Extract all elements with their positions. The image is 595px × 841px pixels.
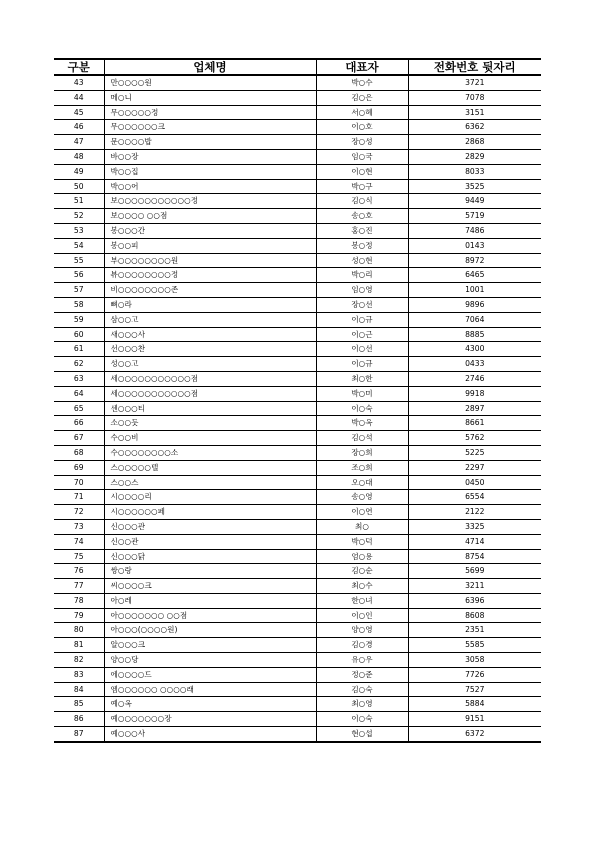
company-name: 문○○○○밥: [104, 135, 316, 150]
representative-name: 김○숙: [316, 682, 408, 697]
representative-name: 임○국: [316, 149, 408, 164]
representative-name: 김○식: [316, 194, 408, 209]
row-number: 56: [54, 268, 104, 283]
phone-suffix: 0433: [408, 357, 541, 372]
row-number: 72: [54, 505, 104, 520]
row-number: 85: [54, 697, 104, 712]
company-name: 성○○고: [104, 357, 316, 372]
row-number: 48: [54, 149, 104, 164]
row-number: 87: [54, 727, 104, 742]
row-number: 70: [54, 475, 104, 490]
representative-name: 이○선: [316, 342, 408, 357]
table-row: [54, 549, 541, 564]
table-row: [54, 164, 541, 179]
table-row: [54, 505, 541, 520]
company-name: 보○○○○ ○○점: [104, 209, 316, 224]
header-number: 구분: [54, 59, 104, 75]
table-row: [54, 179, 541, 194]
phone-suffix: 8661: [408, 416, 541, 431]
representative-name: 송○호: [316, 209, 408, 224]
row-number: 46: [54, 120, 104, 135]
row-number: 82: [54, 653, 104, 668]
representative-name: 오○대: [316, 475, 408, 490]
table-row: [54, 357, 541, 372]
company-name: 예○옥: [104, 697, 316, 712]
phone-suffix: 6554: [408, 490, 541, 505]
representative-name: 박○수: [316, 75, 408, 90]
company-name: 알○○○크: [104, 638, 316, 653]
table-row: [54, 149, 541, 164]
table-row: [54, 386, 541, 401]
representative-name: 장○희: [316, 445, 408, 460]
phone-suffix: 7078: [408, 90, 541, 105]
row-number: 64: [54, 386, 104, 401]
phone-suffix: 2897: [408, 401, 541, 416]
representative-name: 이○현: [316, 164, 408, 179]
representative-name: 김○경: [316, 638, 408, 653]
row-number: 62: [54, 357, 104, 372]
company-name: 수○○비: [104, 431, 316, 446]
representative-name: 조○희: [316, 460, 408, 475]
row-number: 52: [54, 209, 104, 224]
row-number: 60: [54, 327, 104, 342]
table-row: [54, 564, 541, 579]
company-name: 봉○○피: [104, 238, 316, 253]
representative-name: 김○석: [316, 431, 408, 446]
phone-suffix: 5585: [408, 638, 541, 653]
representative-name: 최○영: [316, 697, 408, 712]
row-number: 83: [54, 667, 104, 682]
company-name: 무○○○○○정: [104, 105, 316, 120]
table-row: [54, 90, 541, 105]
phone-suffix: 2122: [408, 505, 541, 520]
table-row: [54, 697, 541, 712]
company-name: 메○니: [104, 90, 316, 105]
company-name: 새○○○사: [104, 327, 316, 342]
row-number: 80: [54, 623, 104, 638]
phone-suffix: 7726: [408, 667, 541, 682]
company-name: 엠○○○○○○ ○○○○래: [104, 682, 316, 697]
representative-name: 이○규: [316, 312, 408, 327]
row-number: 84: [54, 682, 104, 697]
row-number: 63: [54, 371, 104, 386]
phone-suffix: 9918: [408, 386, 541, 401]
table-row: [54, 253, 541, 268]
phone-suffix: 8972: [408, 253, 541, 268]
row-number: 78: [54, 593, 104, 608]
phone-suffix: 0143: [408, 238, 541, 253]
header-row: [54, 59, 541, 75]
representative-name: 이○규: [316, 357, 408, 372]
row-number: 71: [54, 490, 104, 505]
phone-suffix: 6362: [408, 120, 541, 135]
representative-name: 양○영: [316, 623, 408, 638]
header-phone-suffix: 전화번호 뒷자리: [408, 59, 541, 75]
phone-suffix: 7486: [408, 223, 541, 238]
company-name: 양○○당: [104, 653, 316, 668]
company-name: 씨○○○○크: [104, 579, 316, 594]
table-body: [54, 75, 541, 742]
phone-suffix: 5699: [408, 564, 541, 579]
table-row: [54, 401, 541, 416]
phone-suffix: 3721: [408, 75, 541, 90]
representative-name: 이○숙: [316, 401, 408, 416]
table-row: [54, 327, 541, 342]
phone-suffix: 6372: [408, 727, 541, 742]
company-name: 시○○○○리: [104, 490, 316, 505]
company-name: 아○레: [104, 593, 316, 608]
table-row: [54, 297, 541, 312]
company-name: 센○○○티: [104, 401, 316, 416]
representative-name: 이○숙: [316, 712, 408, 727]
representative-name: 홍○진: [316, 223, 408, 238]
row-number: 45: [54, 105, 104, 120]
row-number: 61: [54, 342, 104, 357]
representative-name: 유○우: [316, 653, 408, 668]
company-name: 세○○○○○○○○○○○점: [104, 386, 316, 401]
phone-suffix: 7527: [408, 682, 541, 697]
phone-suffix: 3211: [408, 579, 541, 594]
representative-name: 장○선: [316, 297, 408, 312]
phone-suffix: 5719: [408, 209, 541, 224]
row-number: 50: [54, 179, 104, 194]
phone-suffix: 8608: [408, 608, 541, 623]
business-roster-table: [54, 58, 541, 743]
company-name: 예○○○○○○○장: [104, 712, 316, 727]
company-name: 삼○○고: [104, 312, 316, 327]
representative-name: 최○: [316, 519, 408, 534]
phone-suffix: 8033: [408, 164, 541, 179]
phone-suffix: 2868: [408, 135, 541, 150]
representative-name: 최○한: [316, 371, 408, 386]
phone-suffix: 7064: [408, 312, 541, 327]
table-row: [54, 431, 541, 446]
table-row: [54, 534, 541, 549]
table-row: [54, 312, 541, 327]
phone-suffix: 6465: [408, 268, 541, 283]
representative-name: 임○영: [316, 283, 408, 298]
company-name: 시○○○○○○페: [104, 505, 316, 520]
header-representative: 대표자: [316, 59, 408, 75]
row-number: 54: [54, 238, 104, 253]
company-name: 스○○○○○텔: [104, 460, 316, 475]
company-name: 만○○○○원: [104, 75, 316, 90]
phone-suffix: 2746: [408, 371, 541, 386]
representative-name: 현○섭: [316, 727, 408, 742]
phone-suffix: 6396: [408, 593, 541, 608]
table-row: [54, 712, 541, 727]
company-name: 아○○○○○○○ ○○점: [104, 608, 316, 623]
company-name: 뼈○라: [104, 297, 316, 312]
company-name: 신○○○닭: [104, 549, 316, 564]
row-number: 51: [54, 194, 104, 209]
company-name: 수○○○○○○○○소: [104, 445, 316, 460]
table-row: [54, 268, 541, 283]
phone-suffix: 9151: [408, 712, 541, 727]
representative-name: 박○옥: [316, 416, 408, 431]
phone-suffix: 3325: [408, 519, 541, 534]
row-number: 66: [54, 416, 104, 431]
table-row: [54, 608, 541, 623]
company-name: 에○○○○드: [104, 667, 316, 682]
company-name: 무○○○○○○크: [104, 120, 316, 135]
row-number: 58: [54, 297, 104, 312]
table-row: [54, 416, 541, 431]
company-name: 예○○○사: [104, 727, 316, 742]
row-number: 67: [54, 431, 104, 446]
company-name: 선○○○찬: [104, 342, 316, 357]
representative-name: 김○순: [316, 564, 408, 579]
table-row: [54, 371, 541, 386]
phone-suffix: 5762: [408, 431, 541, 446]
phone-suffix: 3151: [408, 105, 541, 120]
phone-suffix: 2829: [408, 149, 541, 164]
phone-suffix: 1001: [408, 283, 541, 298]
phone-suffix: 2297: [408, 460, 541, 475]
phone-suffix: 8885: [408, 327, 541, 342]
company-name: 보○○○○○○○○○○○정: [104, 194, 316, 209]
phone-suffix: 5225: [408, 445, 541, 460]
representative-name: 봉○정: [316, 238, 408, 253]
representative-name: 서○혜: [316, 105, 408, 120]
company-name: 바○○장: [104, 149, 316, 164]
row-number: 86: [54, 712, 104, 727]
table-header: [54, 59, 541, 75]
table-row: [54, 682, 541, 697]
company-name: 신○○관: [104, 534, 316, 549]
company-name: 세○○○○○○○○○○○점: [104, 371, 316, 386]
representative-name: 이○호: [316, 120, 408, 135]
row-number: 79: [54, 608, 104, 623]
table-row: [54, 283, 541, 298]
phone-suffix: 3058: [408, 653, 541, 668]
phone-suffix: 5884: [408, 697, 541, 712]
table-row: [54, 519, 541, 534]
representative-name: 박○구: [316, 179, 408, 194]
company-name: 뷰○○○○○○○○정: [104, 268, 316, 283]
company-name: 부○○○○○○○○원: [104, 253, 316, 268]
table-row: [54, 445, 541, 460]
row-number: 57: [54, 283, 104, 298]
representative-name: 장○성: [316, 135, 408, 150]
table-row: [54, 75, 541, 90]
representative-name: 송○영: [316, 490, 408, 505]
table-row: [54, 120, 541, 135]
phone-suffix: 3525: [408, 179, 541, 194]
row-number: 73: [54, 519, 104, 534]
table-row: [54, 105, 541, 120]
row-number: 49: [54, 164, 104, 179]
company-name: 쌍○랑: [104, 564, 316, 579]
row-number: 76: [54, 564, 104, 579]
company-name: 소○○듯: [104, 416, 316, 431]
representative-name: 박○미: [316, 386, 408, 401]
table-row: [54, 238, 541, 253]
row-number: 55: [54, 253, 104, 268]
company-name: 봉○○○간: [104, 223, 316, 238]
table-row: [54, 460, 541, 475]
table-row: [54, 209, 541, 224]
row-number: 44: [54, 90, 104, 105]
representative-name: 이○연: [316, 505, 408, 520]
representative-name: 최○수: [316, 579, 408, 594]
representative-name: 박○덕: [316, 534, 408, 549]
table-row: [54, 667, 541, 682]
table-row: [54, 579, 541, 594]
phone-suffix: 9896: [408, 297, 541, 312]
table-row: [54, 135, 541, 150]
table-row: [54, 342, 541, 357]
representative-name: 한○녀: [316, 593, 408, 608]
row-number: 65: [54, 401, 104, 416]
phone-suffix: 4714: [408, 534, 541, 549]
table-row: [54, 593, 541, 608]
row-number: 53: [54, 223, 104, 238]
table-row: [54, 727, 541, 742]
phone-suffix: 2351: [408, 623, 541, 638]
table-row: [54, 223, 541, 238]
table-row: [54, 653, 541, 668]
row-number: 59: [54, 312, 104, 327]
representative-name: 성○현: [316, 253, 408, 268]
row-number: 43: [54, 75, 104, 90]
row-number: 74: [54, 534, 104, 549]
phone-suffix: 4300: [408, 342, 541, 357]
company-name: 비○○○○○○○○존: [104, 283, 316, 298]
representative-name: 박○리: [316, 268, 408, 283]
table-row: [54, 475, 541, 490]
header-company-name: 업체명: [104, 59, 316, 75]
representative-name: 정○준: [316, 667, 408, 682]
table-row: [54, 194, 541, 209]
representative-name: 엄○용: [316, 549, 408, 564]
table-row: [54, 638, 541, 653]
row-number: 81: [54, 638, 104, 653]
row-number: 75: [54, 549, 104, 564]
row-number: 77: [54, 579, 104, 594]
table-row: [54, 490, 541, 505]
representative-name: 이○근: [316, 327, 408, 342]
table-row: [54, 623, 541, 638]
phone-suffix: 0450: [408, 475, 541, 490]
company-name: 스○○스: [104, 475, 316, 490]
row-number: 69: [54, 460, 104, 475]
row-number: 47: [54, 135, 104, 150]
company-name: 아○○○(○○○○원): [104, 623, 316, 638]
representative-name: 김○은: [316, 90, 408, 105]
company-name: 박○○어: [104, 179, 316, 194]
phone-suffix: 9449: [408, 194, 541, 209]
phone-suffix: 8754: [408, 549, 541, 564]
company-name: 박○○집: [104, 164, 316, 179]
company-name: 신○○○관: [104, 519, 316, 534]
row-number: 68: [54, 445, 104, 460]
representative-name: 이○인: [316, 608, 408, 623]
